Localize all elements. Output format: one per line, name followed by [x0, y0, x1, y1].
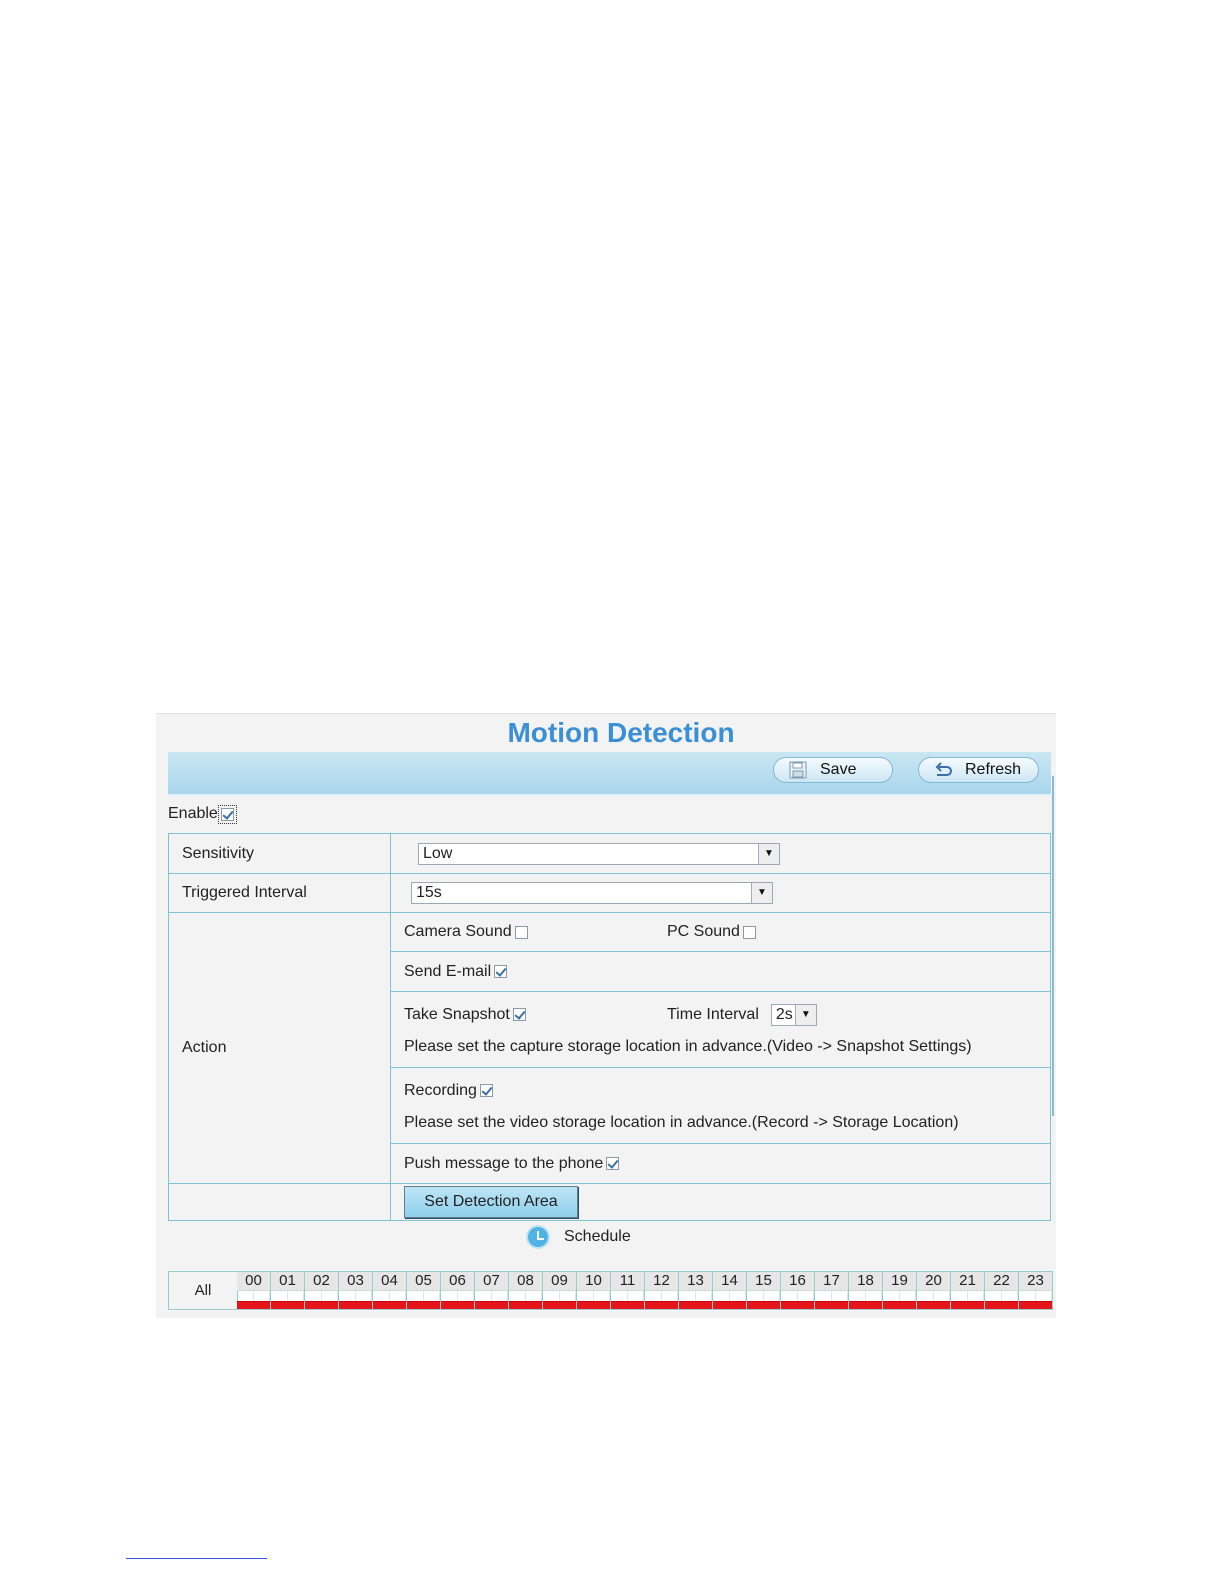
schedule-hour-14[interactable]: [713, 1272, 747, 1309]
schedule-active-bar[interactable]: [883, 1301, 916, 1309]
hour-subdivisions: [747, 1290, 780, 1301]
hour-subdivisions: [815, 1290, 848, 1301]
triggered-interval-label: Triggered Interval: [169, 874, 391, 913]
hour-subdivisions: [237, 1290, 270, 1301]
hour-subdivisions: [543, 1290, 576, 1301]
hour-label: 07: [475, 1272, 508, 1290]
push-message-label: Push message to the phone: [404, 1154, 604, 1172]
hour-subdivisions: [305, 1290, 338, 1301]
empty-cell: [169, 1184, 391, 1221]
hour-label: 21: [951, 1272, 984, 1290]
schedule-active-bar[interactable]: [475, 1301, 508, 1309]
schedule-all-button[interactable]: All: [169, 1272, 238, 1309]
hour-subdivisions: [577, 1290, 610, 1301]
hour-label: 10: [577, 1272, 610, 1290]
hour-subdivisions: [883, 1290, 916, 1301]
schedule-active-bar[interactable]: [849, 1301, 882, 1309]
schedule-hour-10[interactable]: [577, 1272, 611, 1309]
hour-subdivisions: [373, 1290, 406, 1301]
schedule-active-bar[interactable]: [237, 1301, 270, 1309]
schedule-hour-12[interactable]: [645, 1272, 679, 1309]
clock-icon: [528, 1227, 548, 1247]
schedule-header: [528, 1227, 631, 1247]
action-label: Action: [169, 913, 391, 1184]
camera-sound-label: Camera Sound: [404, 923, 512, 940]
schedule-active-bar[interactable]: [781, 1301, 814, 1309]
schedule-hour-19[interactable]: [883, 1272, 917, 1309]
enable-row: [168, 805, 234, 823]
schedule-hour-22[interactable]: [985, 1272, 1019, 1309]
save-button[interactable]: [773, 757, 893, 783]
time-interval-value: 2s: [775, 1005, 793, 1023]
take-snapshot-label: Take Snapshot: [404, 1005, 510, 1023]
chevron-down-icon: ▼: [795, 1005, 816, 1025]
schedule-hour-05[interactable]: [407, 1272, 441, 1309]
triggered-interval-select[interactable]: [411, 882, 773, 904]
schedule-active-bar[interactable]: [645, 1301, 678, 1309]
schedule-active-bar[interactable]: [611, 1301, 644, 1309]
scrollbar-edge: [1052, 776, 1054, 1116]
hour-subdivisions: [951, 1290, 984, 1301]
send-email-label: Send E-mail: [404, 962, 492, 980]
chevron-down-icon: ▼: [751, 883, 772, 903]
camera-sound-checkbox[interactable]: [515, 926, 528, 939]
hour-label: 08: [509, 1272, 542, 1290]
schedule-hour-09[interactable]: [543, 1272, 577, 1309]
hour-subdivisions: [475, 1290, 508, 1301]
schedule-active-bar[interactable]: [305, 1301, 338, 1309]
hour-label: 04: [373, 1272, 406, 1290]
snapshot-note: Please set the capture storage location in advance.(Video -> Snapshot Settings): [404, 1037, 972, 1055]
sensitivity-label: Sensitivity: [169, 834, 391, 874]
schedule-hour-06[interactable]: [441, 1272, 475, 1309]
enable-checkbox[interactable]: [221, 808, 234, 821]
hour-label: 02: [305, 1272, 338, 1290]
schedule-hour-08[interactable]: [509, 1272, 543, 1309]
hour-label: 17: [815, 1272, 848, 1290]
pc-sound-checkbox[interactable]: [743, 926, 756, 939]
schedule-hour-13[interactable]: [679, 1272, 713, 1309]
schedule-active-bar[interactable]: [441, 1301, 474, 1309]
schedule-active-bar[interactable]: [713, 1301, 746, 1309]
settings-table: [168, 833, 1051, 1221]
hour-label: 06: [441, 1272, 474, 1290]
hour-subdivisions: [509, 1290, 542, 1301]
hour-subdivisions: [713, 1290, 746, 1301]
schedule-active-bar[interactable]: [543, 1301, 576, 1309]
hour-subdivisions: [985, 1290, 1018, 1301]
recording-note: Please set the video storage location in advance.(Record -> Storage Location): [404, 1113, 959, 1131]
hour-label: 23: [1019, 1272, 1052, 1290]
schedule-active-bar[interactable]: [985, 1301, 1018, 1309]
schedule-active-bar[interactable]: [509, 1301, 542, 1309]
schedule-active-bar[interactable]: [373, 1301, 406, 1309]
schedule-hour-04[interactable]: [373, 1272, 407, 1309]
hour-label: 22: [985, 1272, 1018, 1290]
schedule-grid: [168, 1271, 1053, 1310]
hour-label: 15: [747, 1272, 780, 1290]
schedule-hour-21[interactable]: [951, 1272, 985, 1309]
hour-label: 12: [645, 1272, 678, 1290]
hour-subdivisions: [441, 1290, 474, 1301]
hour-subdivisions: [917, 1290, 950, 1301]
schedule-hour-15[interactable]: [747, 1272, 781, 1309]
enable-label: Enable: [168, 805, 218, 822]
hour-label: 01: [271, 1272, 304, 1290]
pc-sound-label: PC Sound: [667, 923, 740, 940]
hour-subdivisions: [611, 1290, 644, 1301]
take-snapshot-checkbox[interactable]: [513, 1008, 526, 1021]
schedule-hour-03[interactable]: [339, 1272, 373, 1309]
hour-label: 05: [407, 1272, 440, 1290]
schedule-hour-01[interactable]: [271, 1272, 305, 1309]
schedule-label: Schedule: [564, 1228, 631, 1245]
page-title: Motion Detection: [507, 717, 735, 748]
hour-label: 19: [883, 1272, 916, 1290]
schedule-active-bar[interactable]: [679, 1301, 712, 1309]
send-email-checkbox[interactable]: [494, 965, 507, 978]
sensitivity-value: Low: [423, 844, 453, 862]
hour-label: 00: [237, 1272, 270, 1290]
schedule-active-bar[interactable]: [271, 1301, 304, 1309]
set-detection-area-button[interactable]: Set Detection Area: [404, 1186, 578, 1218]
schedule-hour-02[interactable]: [305, 1272, 339, 1309]
schedule-active-bar[interactable]: [917, 1301, 950, 1309]
hour-subdivisions: [1019, 1290, 1052, 1301]
time-interval-select[interactable]: [771, 1004, 817, 1026]
recording-checkbox[interactable]: [480, 1084, 493, 1097]
hour-label: 03: [339, 1272, 372, 1290]
footnote-divider: [126, 1558, 267, 1559]
schedule-active-bar[interactable]: [951, 1301, 984, 1309]
refresh-button[interactable]: [918, 757, 1039, 783]
hour-subdivisions: [849, 1290, 882, 1301]
hour-label: 20: [917, 1272, 950, 1290]
hour-label: 11: [611, 1272, 644, 1290]
hour-subdivisions: [781, 1290, 814, 1301]
push-message-checkbox[interactable]: [606, 1157, 619, 1170]
motion-detection-panel: [156, 713, 1056, 1318]
schedule-active-bar[interactable]: [577, 1301, 610, 1309]
time-interval-label: Time Interval: [667, 1005, 759, 1023]
chevron-down-icon: ▼: [758, 844, 779, 864]
schedule-hour-18[interactable]: [849, 1272, 883, 1309]
schedule-hour-23[interactable]: [1019, 1272, 1052, 1309]
hour-label: 16: [781, 1272, 814, 1290]
recording-label: Recording: [404, 1081, 477, 1099]
hour-subdivisions: [407, 1290, 440, 1301]
hour-subdivisions: [339, 1290, 372, 1301]
schedule-active-bar[interactable]: [815, 1301, 848, 1309]
toolbar: [168, 752, 1051, 796]
schedule-hour-17[interactable]: [815, 1272, 849, 1309]
schedule-hour-00[interactable]: [237, 1272, 271, 1309]
hour-label: 13: [679, 1272, 712, 1290]
triggered-interval-value: 15s: [416, 884, 442, 901]
schedule-hour-07[interactable]: [475, 1272, 509, 1309]
floppy-disk-icon: [788, 761, 810, 779]
hour-subdivisions: [645, 1290, 678, 1301]
schedule-hour-20[interactable]: [917, 1272, 951, 1309]
schedule-active-bar[interactable]: [747, 1301, 780, 1309]
hour-label: 14: [713, 1272, 746, 1290]
hour-subdivisions: [271, 1290, 304, 1301]
schedule-active-bar[interactable]: [1019, 1301, 1052, 1309]
sensitivity-select[interactable]: [418, 843, 780, 865]
save-label: Save: [820, 761, 857, 778]
refresh-label: Refresh: [965, 761, 1022, 778]
schedule-active-bar[interactable]: [407, 1301, 440, 1309]
schedule-hour-11[interactable]: [611, 1272, 645, 1309]
refresh-icon: [933, 761, 955, 779]
hour-label: 09: [543, 1272, 576, 1290]
schedule-hour-16[interactable]: [781, 1272, 815, 1309]
schedule-hours: [237, 1272, 1052, 1309]
hour-subdivisions: [679, 1290, 712, 1301]
schedule-active-bar[interactable]: [339, 1301, 372, 1309]
hour-label: 18: [849, 1272, 882, 1290]
